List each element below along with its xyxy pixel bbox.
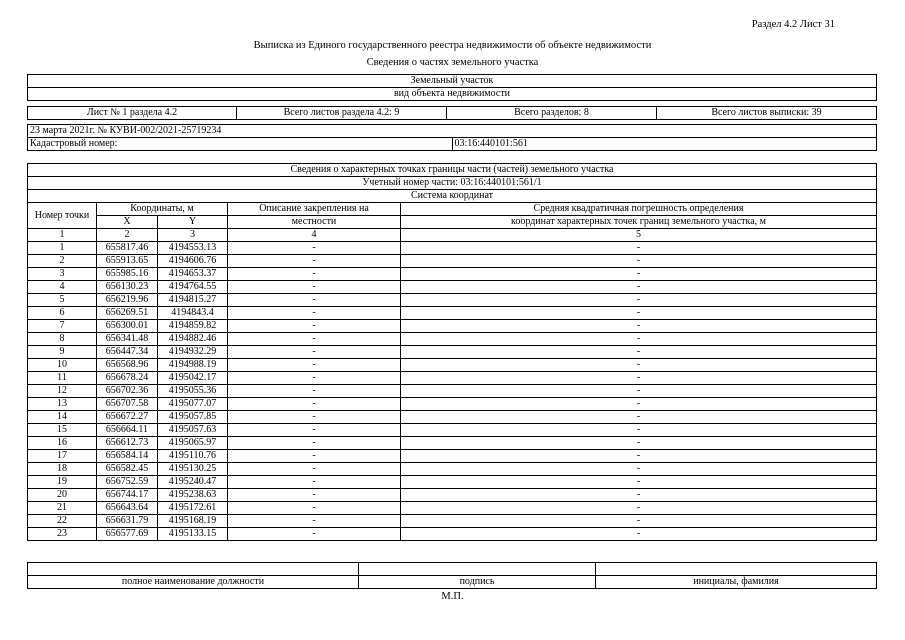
point-number: 6 [28, 307, 97, 320]
coord-y: 4194764.55 [158, 281, 228, 294]
coord-x: 656744.17 [97, 489, 158, 502]
point-description: - [228, 307, 401, 320]
coord-x: 656664.11 [97, 424, 158, 437]
coord-y: 4195130.25 [158, 463, 228, 476]
object-type-caption: вид объекта недвижимости [28, 88, 877, 101]
point-description: - [228, 398, 401, 411]
point-number: 14 [28, 411, 97, 424]
object-type-table [27, 74, 877, 101]
point-number: 2 [28, 255, 97, 268]
table-row [28, 268, 877, 281]
col-num: 2 [97, 229, 158, 242]
col-description-1: Описание закрепления на [228, 203, 401, 216]
coord-x: 656341.48 [97, 333, 158, 346]
coord-x: 656643.64 [97, 502, 158, 515]
point-number: 1 [28, 242, 97, 255]
table-row [28, 398, 877, 411]
col-num: 1 [28, 229, 97, 242]
coord-y: 4194988.19 [158, 359, 228, 372]
point-number: 23 [28, 528, 97, 541]
coord-x: 656707.58 [97, 398, 158, 411]
point-description: - [228, 346, 401, 359]
coord-y: 4195240.47 [158, 476, 228, 489]
sheets-info-table [27, 106, 877, 120]
coord-y: 4195065.97 [158, 437, 228, 450]
point-error: - [401, 463, 877, 476]
total-extract-sheets: Всего листов выписки: 39 [657, 107, 877, 120]
point-number: 7 [28, 320, 97, 333]
point-error: - [401, 489, 877, 502]
col-error-2: координат характерных точек границ земельного участка, м [401, 216, 877, 229]
table-row [28, 333, 877, 346]
points-table-title: Сведения о характерных точках границы части (частей) земельного участка [28, 164, 877, 177]
point-error: - [401, 255, 877, 268]
point-error: - [401, 242, 877, 255]
point-description: - [228, 489, 401, 502]
point-error: - [401, 528, 877, 541]
coord-y: 4194553.13 [158, 242, 228, 255]
point-description: - [228, 333, 401, 346]
coord-x: 656447.34 [97, 346, 158, 359]
point-error: - [401, 372, 877, 385]
point-description: - [228, 463, 401, 476]
coord-y: 4194882.46 [158, 333, 228, 346]
coord-y: 4194859.82 [158, 320, 228, 333]
point-error: - [401, 333, 877, 346]
point-error: - [401, 502, 877, 515]
point-number: 16 [28, 437, 97, 450]
point-number: 22 [28, 515, 97, 528]
point-description: - [228, 437, 401, 450]
table-row [28, 489, 877, 502]
coord-x: 656584.14 [97, 450, 158, 463]
coord-x: 656672.27 [97, 411, 158, 424]
document-subtitle: Сведения о частях земельного участка [366, 57, 539, 68]
point-description: - [228, 411, 401, 424]
total-section-sheets: Всего листов раздела 4.2: 9 [237, 107, 447, 120]
coord-y: 4195042.17 [158, 372, 228, 385]
col-x: X [97, 216, 158, 229]
coord-x: 655913.65 [97, 255, 158, 268]
point-number: 8 [28, 333, 97, 346]
coord-y: 4194606.76 [158, 255, 228, 268]
table-row [28, 450, 877, 463]
cadastral-number: 03:16:440101:561 [452, 138, 877, 151]
name-field[interactable] [596, 563, 877, 576]
table-row [28, 255, 877, 268]
coord-y: 4195055.36 [158, 385, 228, 398]
point-error: - [401, 411, 877, 424]
point-error: - [401, 346, 877, 359]
point-error: - [401, 268, 877, 281]
point-error: - [401, 307, 877, 320]
col-num: 3 [158, 229, 228, 242]
point-number: 19 [28, 476, 97, 489]
coord-x: 656678.24 [97, 372, 158, 385]
coord-y: 4195077.07 [158, 398, 228, 411]
boundary-points-table [27, 163, 877, 541]
object-type: Земельный участок [28, 75, 877, 88]
sheet-number: Лист № 1 раздела 4.2 [28, 107, 237, 120]
point-error: - [401, 424, 877, 437]
point-number: 3 [28, 268, 97, 281]
coord-x: 655817.46 [97, 242, 158, 255]
point-number: 9 [28, 346, 97, 359]
coord-x: 656582.45 [97, 463, 158, 476]
point-number: 15 [28, 424, 97, 437]
point-description: - [228, 515, 401, 528]
point-number: 17 [28, 450, 97, 463]
table-row [28, 359, 877, 372]
point-error: - [401, 385, 877, 398]
coord-x: 656702.36 [97, 385, 158, 398]
point-description: - [228, 359, 401, 372]
date-number: 23 марта 2021г. № КУВИ-002/2021-25719234 [28, 125, 877, 138]
coord-x: 656752.59 [97, 476, 158, 489]
point-error: - [401, 281, 877, 294]
coord-x: 656300.01 [97, 320, 158, 333]
col-description-2: местности [228, 216, 401, 229]
coord-y: 4195238.63 [158, 489, 228, 502]
stamp-place: М.П. [441, 591, 464, 602]
point-description: - [228, 502, 401, 515]
col-point-number: Номер точки [28, 203, 97, 229]
point-description: - [228, 320, 401, 333]
point-number: 20 [28, 489, 97, 502]
table-row [28, 476, 877, 489]
point-description: - [228, 424, 401, 437]
table-row [28, 281, 877, 294]
point-error: - [401, 320, 877, 333]
point-description: - [228, 242, 401, 255]
point-number: 11 [28, 372, 97, 385]
part-number: Учетный номер части: 03:16:440101:561/1 [28, 177, 877, 190]
coord-y: 4194932.29 [158, 346, 228, 359]
point-description: - [228, 255, 401, 268]
col-num: 5 [401, 229, 877, 242]
point-description: - [228, 294, 401, 307]
table-row [28, 463, 877, 476]
coord-y: 4195057.63 [158, 424, 228, 437]
col-y: Y [158, 216, 228, 229]
coord-y: 4195168.19 [158, 515, 228, 528]
coordinate-system: Система координат [28, 190, 877, 203]
table-row [28, 294, 877, 307]
point-description: - [228, 281, 401, 294]
coord-x: 656612.73 [97, 437, 158, 450]
table-row [28, 385, 877, 398]
point-error: - [401, 398, 877, 411]
coord-y: 4194815.27 [158, 294, 228, 307]
point-description: - [228, 450, 401, 463]
point-number: 21 [28, 502, 97, 515]
coord-x: 656631.79 [97, 515, 158, 528]
coord-x: 656130.23 [97, 281, 158, 294]
signature-table [27, 562, 877, 589]
point-description: - [228, 476, 401, 489]
document-title: Выписка из Единого государственного реестра недвижимости об объекте недвижимости [253, 40, 652, 51]
point-error: - [401, 294, 877, 307]
point-error: - [401, 476, 877, 489]
table-row [28, 320, 877, 333]
point-description: - [228, 372, 401, 385]
point-number: 4 [28, 281, 97, 294]
coord-y: 4194653.37 [158, 268, 228, 281]
point-error: - [401, 359, 877, 372]
table-row [28, 411, 877, 424]
table-row [28, 437, 877, 450]
signature-label: подпись [359, 576, 596, 589]
point-description: - [228, 385, 401, 398]
coord-x: 656577.69 [97, 528, 158, 541]
coord-y: 4195057.85 [158, 411, 228, 424]
table-row [28, 346, 877, 359]
point-number: 18 [28, 463, 97, 476]
point-description: - [228, 528, 401, 541]
coord-x: 655985.16 [97, 268, 158, 281]
coord-y: 4195172.61 [158, 502, 228, 515]
record-info-table [27, 124, 877, 151]
table-row [28, 528, 877, 541]
table-row [28, 515, 877, 528]
point-number: 12 [28, 385, 97, 398]
point-description: - [228, 268, 401, 281]
table-row [28, 502, 877, 515]
coord-x: 656568.96 [97, 359, 158, 372]
table-row [28, 242, 877, 255]
col-coordinates: Координаты, м [97, 203, 228, 216]
point-number: 13 [28, 398, 97, 411]
col-num: 4 [228, 229, 401, 242]
point-error: - [401, 450, 877, 463]
signature-field[interactable] [359, 563, 596, 576]
coord-y: 4195110.76 [158, 450, 228, 463]
total-sections: Всего разделов: 8 [447, 107, 657, 120]
table-row [28, 424, 877, 437]
coord-y: 4194843.4 [158, 307, 228, 320]
position-label: полное наименование должности [28, 576, 359, 589]
table-row [28, 307, 877, 320]
table-row [28, 372, 877, 385]
col-error-1: Средняя квадратичная погрешность определения [401, 203, 877, 216]
point-number: 10 [28, 359, 97, 372]
position-field[interactable] [28, 563, 359, 576]
sheet-reference: Раздел 4.2 Лист 31 [751, 19, 835, 30]
coord-x: 656269.51 [97, 307, 158, 320]
coord-y: 4195133.15 [158, 528, 228, 541]
cadastral-label: Кадастровый номер: [28, 138, 453, 151]
point-number: 5 [28, 294, 97, 307]
coord-x: 656219.96 [97, 294, 158, 307]
point-error: - [401, 437, 877, 450]
point-error: - [401, 515, 877, 528]
name-label: инициалы, фамилия [596, 576, 877, 589]
